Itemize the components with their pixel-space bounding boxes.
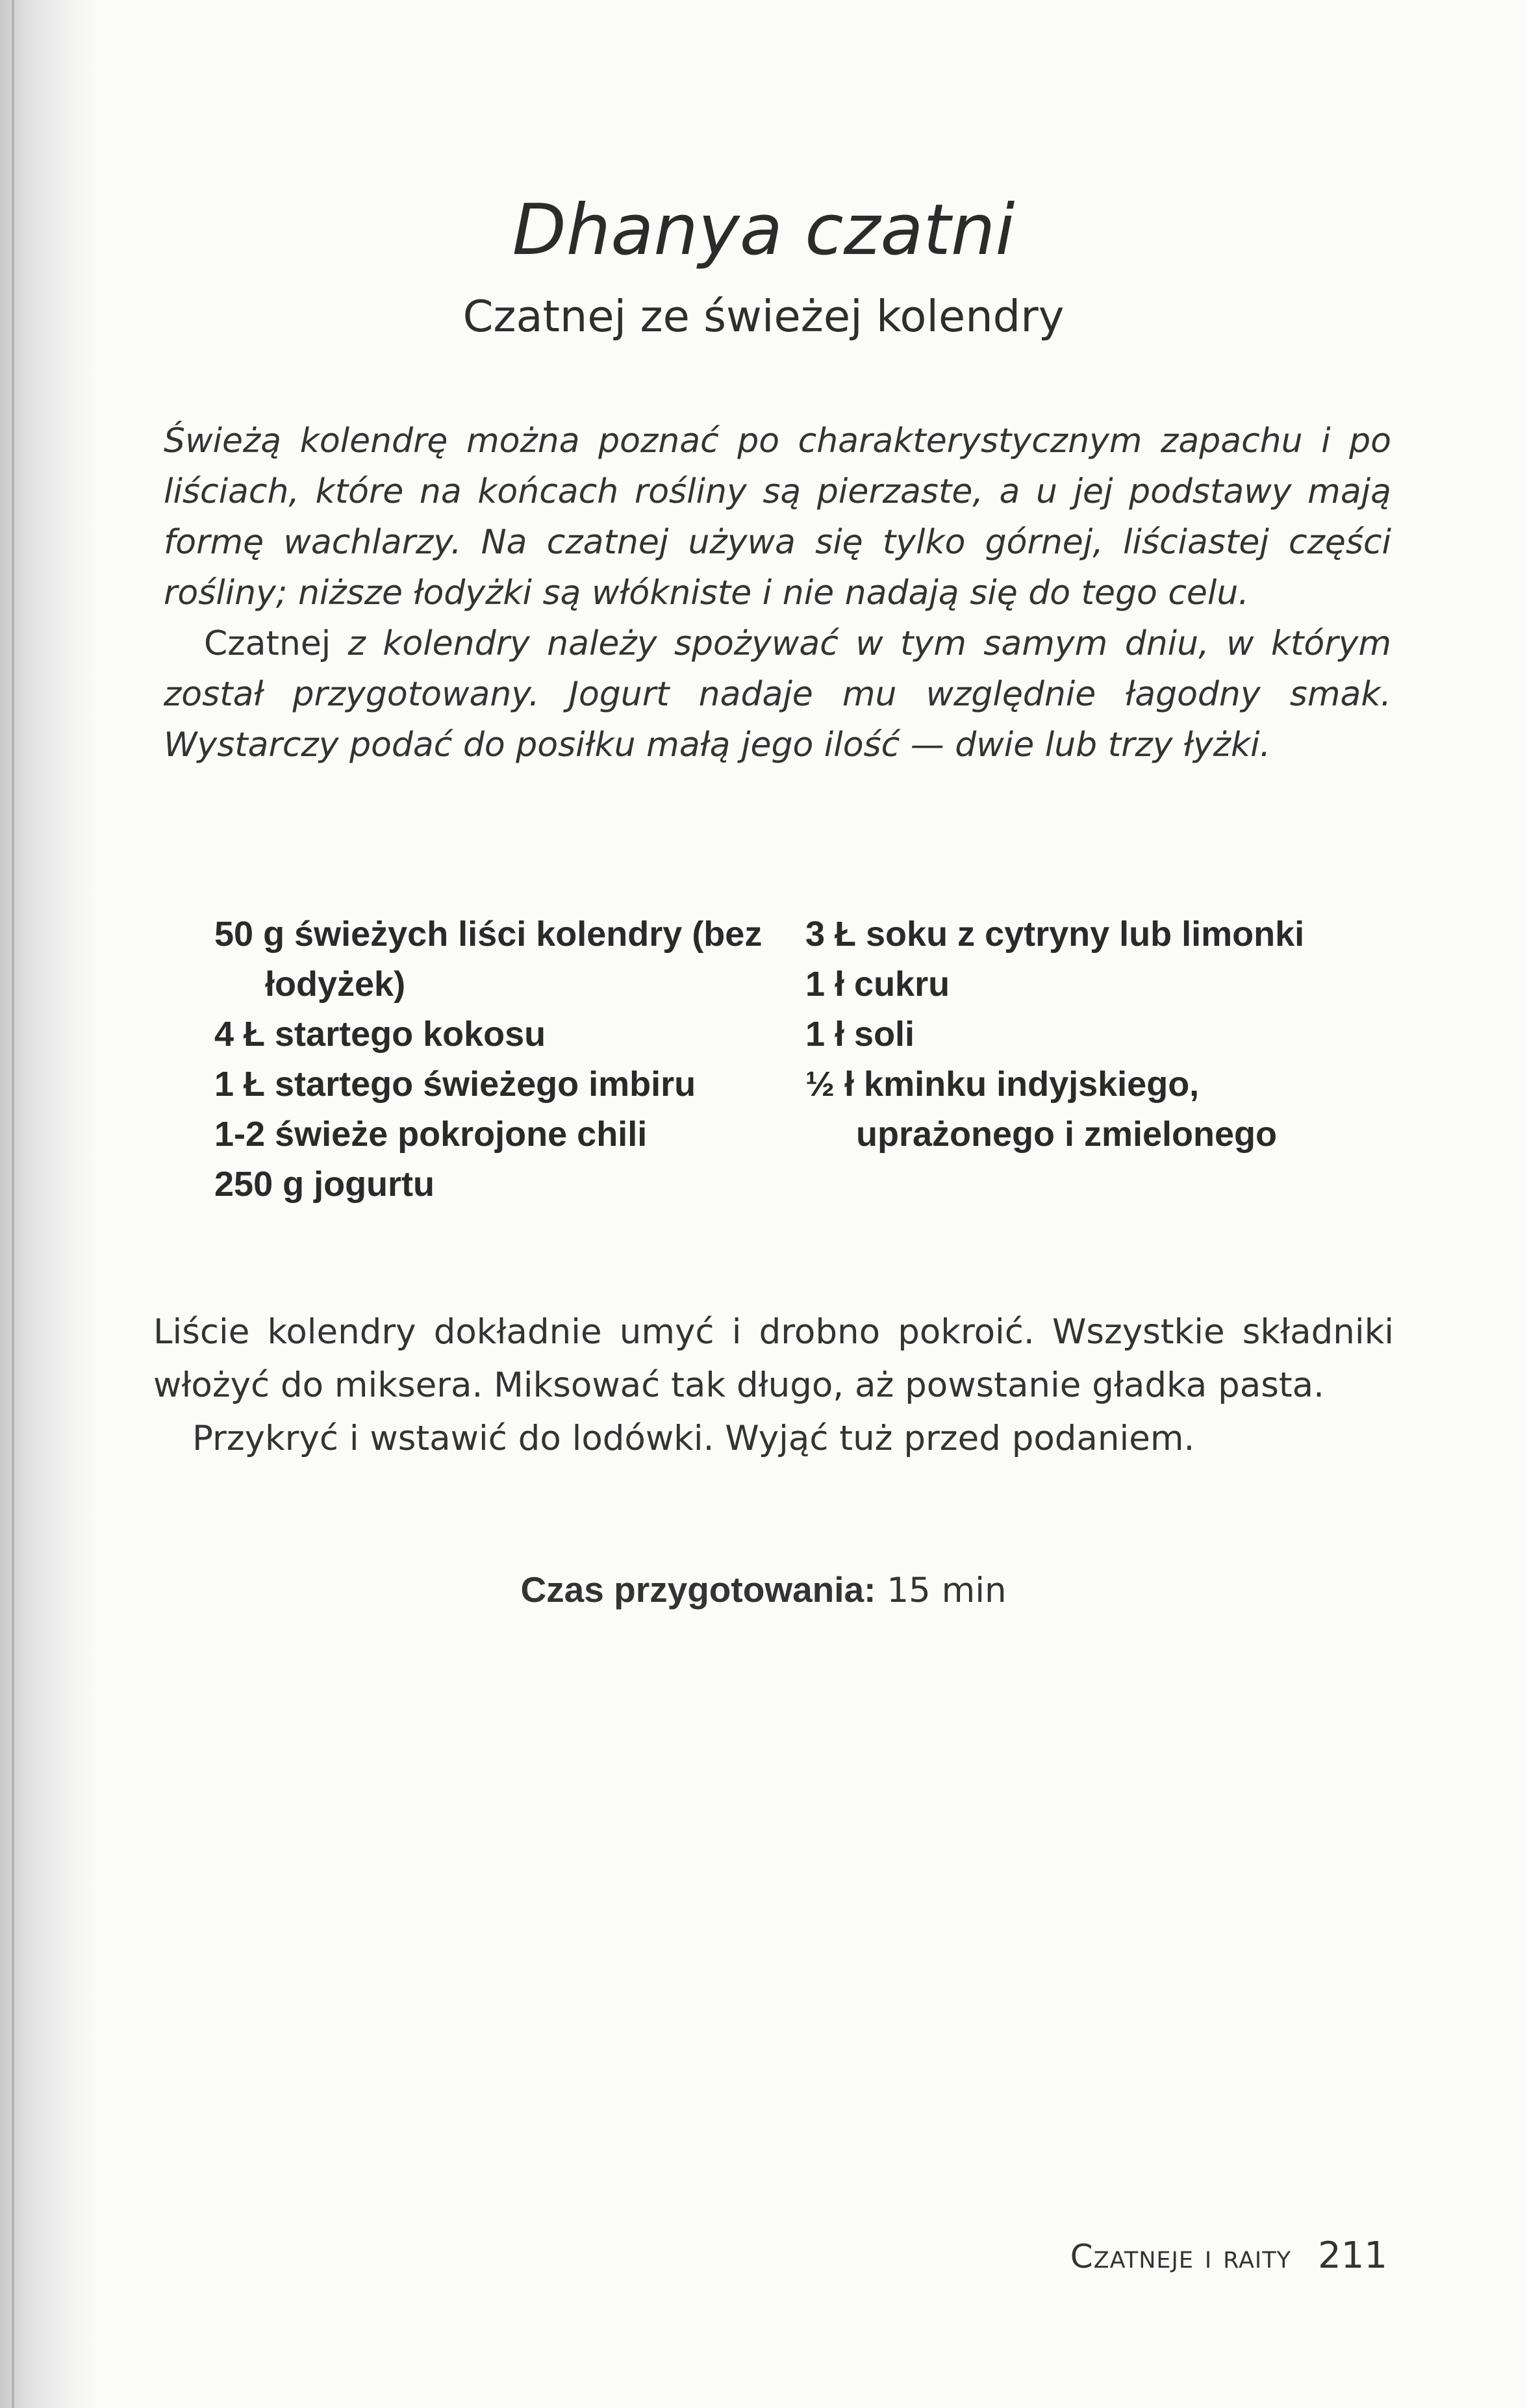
prep-time-label: Czas przygotowania: (520, 1569, 876, 1610)
ingredient-item: 1-2 świeże pokrojone chili (214, 1115, 648, 1154)
ingredient-item: ½ ł kminku indyjskiego, uprażonego i zmielonego (805, 1065, 1278, 1154)
page-footer (1070, 2235, 1387, 2277)
intro-paragraph-2 (164, 618, 1391, 770)
ingredient-item: 4 Ł startego kokosu (214, 1015, 546, 1054)
method-paragraph-2: Przykryć i wstawić do lodówki. Wyjąć tuż przed podaniem. (192, 1419, 1195, 1458)
intro-p2-start: Czatnej (204, 624, 331, 663)
ingredients-left-column (214, 909, 773, 1210)
intro-paragraph-1 (164, 416, 1391, 618)
running-footer-section: Czatneje i raity (1070, 2238, 1292, 2275)
intro-text (164, 416, 1391, 770)
prep-time-value: 15 min (887, 1571, 1007, 1610)
prep-time (0, 1569, 1527, 1610)
method-paragraph-1: Liście kolendry dokładnie umyć i drobno pokroić. Wszystkie składniki włożyć do miksera. Miksować tak długo, aż powstanie gładka pasta. (153, 1312, 1394, 1405)
method-text (153, 1306, 1394, 1465)
ingredient-item: 1 ł soli (805, 1015, 915, 1054)
intro-p1-rest: Na czatnej używa się tylko górnej, liściastej części rośliny; niższe łodyżki są włókniste i nie nadają się do tego celu. (164, 523, 1391, 613)
page-number: 211 (1318, 2235, 1387, 2277)
ingredient-item: 3 Ł soku z cytryny lub limonki (805, 915, 1305, 954)
ingredients-right-column (805, 909, 1390, 1160)
intro-p2-rest: z kolendry należy spożywać w tym samym dniu, w którym został przygotowany. Jogurt nadaje mu względnie łagodny smak. Wystarczy podać do posiłku małą jego ilość — dwie lub trzy łyżki. (164, 624, 1391, 765)
intro-p1-italic: Świeżą kolendrę można poznać po charakterystycznym zapachu i po liściach, które na końcach rośliny są pierzaste, a u jej podstawy mają formę wachlarzy. (164, 422, 1391, 562)
ingredient-item: 250 g jogurtu (214, 1165, 435, 1204)
ingredient-item: 1 Ł startego świeżego imbiru (214, 1065, 696, 1104)
recipe-title: Dhanya czatni (512, 190, 1015, 271)
binding-edge (12, 0, 14, 2408)
page-gutter-shadow (0, 0, 97, 2408)
ingredient-item: 50 g świeżych liści kolendry (bez łodyżek) (214, 915, 763, 1004)
ingredient-item: 1 ł cukru (805, 965, 950, 1004)
recipe-subtitle: Czatnej ze świeżej kolendry (462, 291, 1065, 342)
